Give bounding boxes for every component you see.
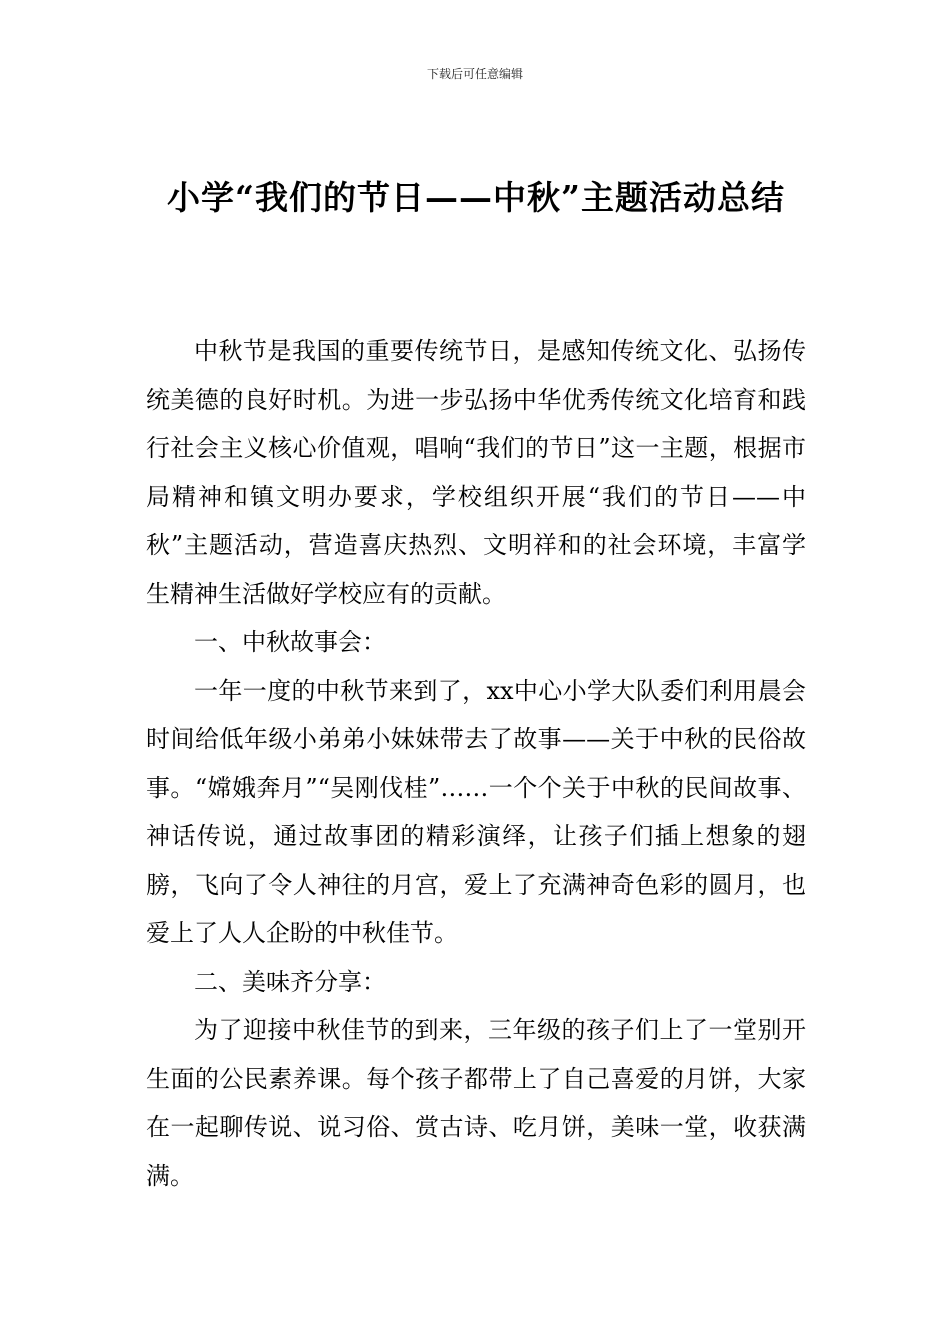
paragraph-intro: 中秋节是我国的重要传统节日，是感知传统文化、弘扬传统美德的良好时机。为进一步弘扬中华优秀传统文化培育和践行社会主义核心价值观，唱响“我们的节日”这一主题，根据市局精神和镇文明办要求，学校组织开展“我们的节日——中秋”主题活动，营造喜庆热烈、文明祥和的社会环境，丰富学生精神生活做好学校应有的贡献。 (146, 337, 806, 608)
document-title: 小学“我们的节日——中秋”主题活动总结 (167, 178, 785, 217)
paragraph-story: 一年一度的中秋节来到了，xx中心小学大队委们利用晨会时间给低年级小弟弟小妹妹带去了故事——关于中秋的民俗故事。“嫦娥奔月”“吴刚伐桂”……一个个关于中秋的民间故事、神话传说，通过故事团的精彩演绎，让孩子们插上想象的翅膀，飞向了令人神往的月宫，爱上了充满神奇色彩的圆月，也爱上了人人企盼的中秋佳节。 (146, 676, 806, 947)
document-body (146, 327, 806, 1200)
paragraph-share: 为了迎接中秋佳节的到来，三年级的孩子们上了一堂别开生面的公民素养课。每个孩子都带上了自己喜爱的月饼，大家在一起聊传说、说习俗、赏古诗、吃月饼，美味一堂，收获满满。 (146, 1016, 806, 1190)
section-heading-story: 一、中秋故事会： (194, 628, 386, 656)
header-note: 下载后可任意编辑 (426, 67, 523, 81)
section-heading-share: 二、美味齐分享： (194, 967, 386, 996)
